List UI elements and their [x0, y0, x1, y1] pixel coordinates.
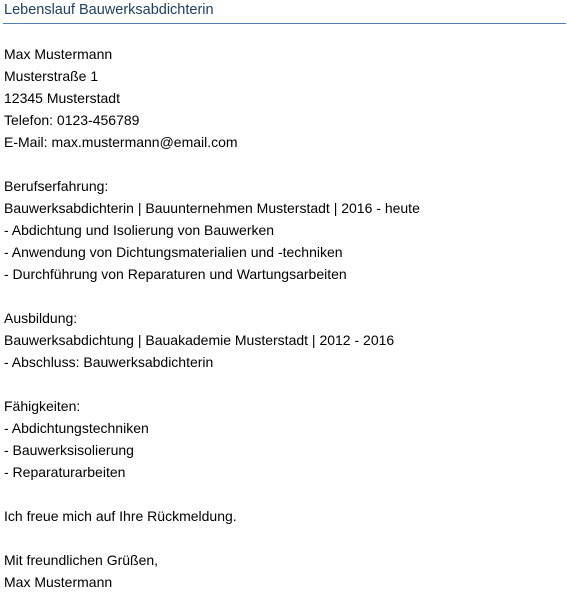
experience-position: Bauwerksabdichterin | Bauunternehmen Musterstadt | 2016 - heute [4, 200, 420, 216]
education-section [4, 307, 564, 373]
skills-section [4, 395, 564, 483]
contact-block [4, 43, 564, 153]
document-body [4, 43, 564, 593]
skills-item: - Abdichtungstechniken [4, 420, 149, 436]
spacer [4, 285, 564, 307]
salutation: Mit freundlichen Grüßen, [4, 552, 159, 568]
document-title: Lebenslauf Bauwerksabdichterin [4, 2, 214, 18]
experience-heading: Berufserfahrung: [4, 178, 109, 194]
experience-item: - Durchführung von Reparaturen und Wartungsarbeiten [4, 266, 347, 282]
contact-email: E-Mail: max.mustermann@email.com [4, 134, 238, 150]
skills-item: - Reparaturarbeiten [4, 464, 126, 480]
signature-name: Max Mustermann [4, 574, 113, 590]
education-program: Bauwerksabdichtung | Bauakademie Musterstadt | 2012 - 2016 [4, 332, 395, 348]
spacer [4, 527, 564, 549]
spacer [4, 483, 564, 505]
skills-item: - Bauwerksisolierung [4, 442, 134, 458]
experience-item: - Anwendung von Dichtungsmaterialien und -techniken [4, 244, 343, 260]
spacer [4, 373, 564, 395]
contact-street: Musterstraße 1 [4, 68, 99, 84]
skills-heading: Fähigkeiten: [4, 398, 81, 414]
experience-section [4, 175, 564, 285]
education-heading: Ausbildung: [4, 310, 78, 326]
contact-name: Max Mustermann [4, 46, 113, 62]
experience-item: - Abdichtung und Isolierung von Bauwerken [4, 222, 275, 238]
education-item: - Abschluss: Bauwerksabdichterin [4, 354, 214, 370]
title-underline [3, 23, 566, 24]
spacer [4, 153, 564, 175]
contact-city: 12345 Musterstadt [4, 90, 120, 106]
contact-phone: Telefon: 0123-456789 [4, 112, 140, 128]
closing-sentence: Ich freue mich auf Ihre Rückmeldung. [4, 508, 237, 524]
